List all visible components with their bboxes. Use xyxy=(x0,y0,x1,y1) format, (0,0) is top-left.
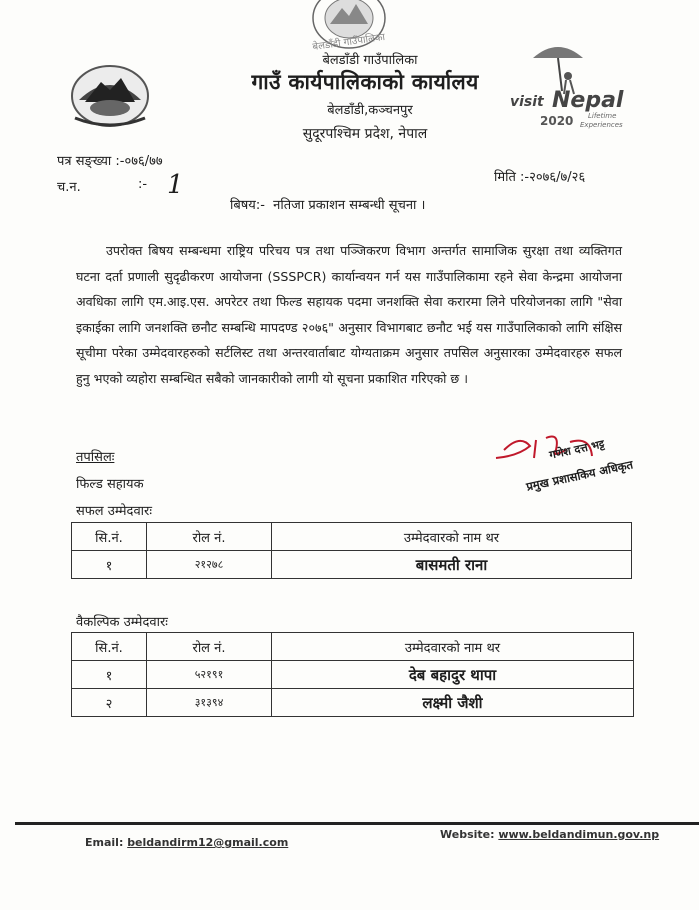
letter-number: पत्र सङ्ख्या :-०७६/७७ xyxy=(57,154,163,169)
alternate-table xyxy=(71,632,634,717)
logo-tag1: Lifetime xyxy=(588,112,617,120)
umbrella-icon xyxy=(528,36,588,96)
row-name: लक्ष्मी जैशी xyxy=(272,689,634,717)
logo-tag2: Experiences xyxy=(580,121,623,129)
successful-heading: सफल उम्मेदवारः xyxy=(76,504,152,519)
body-paragraph: उपरोक्त बिषय सम्बन्धमा राष्ट्रिय परिचय पत्र तथा पञ्जिकरण विभाग अन्तर्गत सामाजिक सुरक्षा तथा व्यक्तिगत घटना दर्ता प्रणाली सुदृढीकरण आयोजना (SSSPCR) कार्यान्वयन गर्न यस गाउँपालिकामा रहने सेवा केन्द्रमा आयोजना अवधिका लागि एम.आइ.एस. अपरेटर तथा फिल्ड सहायक पदमा जनशक्ति सेवा करारमा लिने परियोजनका लागि "सेवा इकाईका लागि जनशक्ति छनौट सम्बन्धि मापदण्ड २०७६" अनुसार विभागबाट छनौट भई यस गाउँपालिकाको लागि संक्षिस सूचीमा परेका उम्मेदवारहरुको सर्टलिस्ट तथा अन्तरवार्ताबाट योग्यताक्रम अनुसार तपसिल अनुसारका उम्मेदवारहरु सफल हुनु भएको व्यहोरा सम्बन्धित सबैको जानकारीको लागी यो सूचना प्रकाशित गरिएको छ । xyxy=(76,243,622,386)
dispatch-label: च.न. xyxy=(57,180,81,195)
table-header-row xyxy=(72,633,634,661)
office-title: गाउँ कार्यपालिकाको कार्यालय xyxy=(251,70,479,94)
email-label: Email: xyxy=(85,836,124,849)
successful-table xyxy=(71,522,632,579)
details-label: तपसिलः xyxy=(76,450,115,465)
table-header-row xyxy=(72,523,632,551)
seal-text: बेलडाँडी गाउँपालिका xyxy=(311,31,386,54)
table-row xyxy=(72,661,634,689)
row-serial: १ xyxy=(72,551,147,579)
col-serial: सि.नं. xyxy=(72,523,147,551)
subject: बिषय:- नतिजा प्रकाशन सम्बन्धी सूचना । xyxy=(230,198,426,213)
row-serial: २ xyxy=(72,689,147,717)
row-roll: ३१३९४ xyxy=(147,689,272,717)
row-name: देब बहादुर थापा xyxy=(272,661,634,689)
col-roll: रोल नं. xyxy=(147,633,272,661)
province: सुदूरपश्चिम प्रदेश, नेपाल xyxy=(302,126,428,142)
col-roll: रोल नं. xyxy=(147,523,272,551)
signatory-name: गणेश दत्त भट्ट xyxy=(548,437,606,462)
footer-divider xyxy=(15,822,699,825)
dispatch-sep: :- xyxy=(138,177,148,192)
position-title: फिल्ड सहायक xyxy=(76,477,144,492)
table-row xyxy=(72,689,634,717)
col-serial: सि.नं. xyxy=(72,633,147,661)
website-label: Website: xyxy=(440,828,495,841)
visit-nepal-logo xyxy=(508,36,628,136)
col-name: उम्मेदवारको नाम थर xyxy=(272,633,634,661)
address: बेलडाँडी,कञ्चनपुर xyxy=(327,103,413,118)
row-roll: ५२१९१ xyxy=(147,661,272,689)
letter-date: मिति :-२०७६/७/२६ xyxy=(494,170,586,185)
logo-year: 2020 xyxy=(540,114,574,128)
row-serial: १ xyxy=(72,661,147,689)
email-link[interactable]: beldandirm12@gmail.com xyxy=(127,836,289,849)
col-name: उम्मेदवारको नाम थर xyxy=(272,523,632,551)
table-row xyxy=(72,551,632,579)
alternate-heading: वैकल्पिक उम्मेदवारः xyxy=(76,615,168,630)
website-link[interactable]: www.beldandimun.gov.np xyxy=(498,828,660,841)
footer-email xyxy=(85,836,288,849)
logo-nepal: Nepal xyxy=(552,88,624,113)
logo-visit: visit xyxy=(510,94,544,110)
footer-website xyxy=(440,828,659,841)
municipality-name: बेलडाँडी गाउँपालिका xyxy=(322,53,418,68)
row-roll: २१२७८ xyxy=(147,551,272,579)
signatory-title: प्रमुख प्रशासकिय अधिकृत xyxy=(525,457,635,494)
dispatch-number: 1 xyxy=(167,170,184,200)
nepal-emblem xyxy=(65,60,155,132)
row-name: बासमती राना xyxy=(272,551,632,579)
